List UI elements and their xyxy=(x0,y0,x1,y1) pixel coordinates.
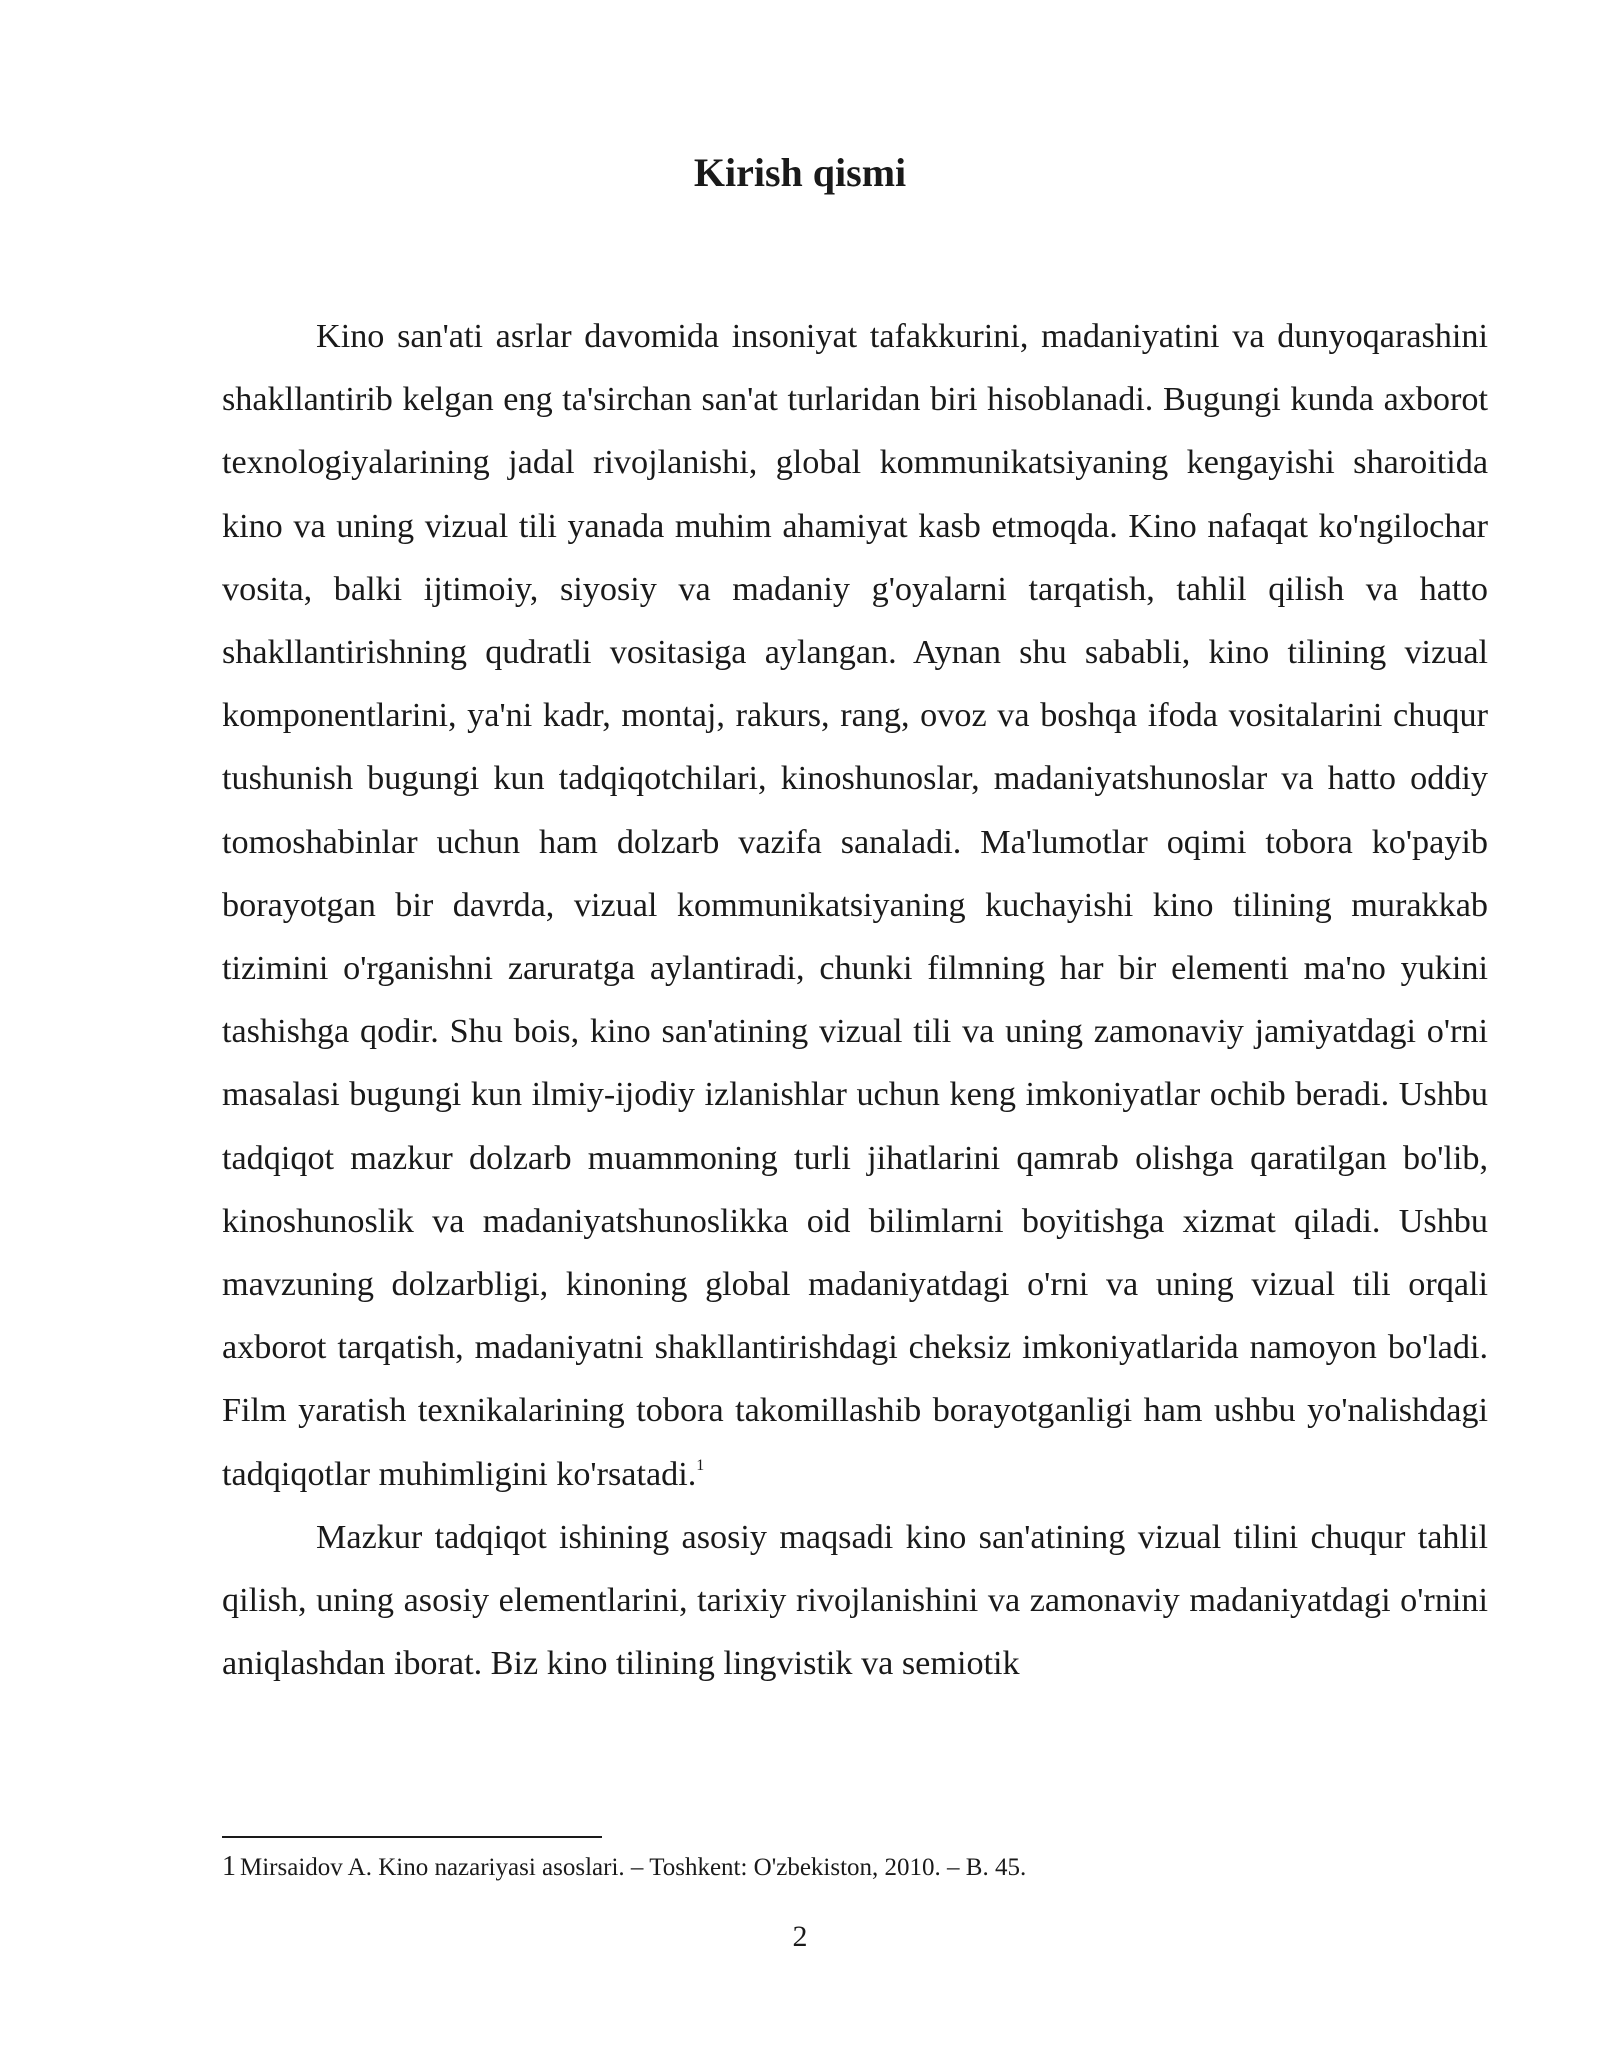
page-title: Kirish qismi xyxy=(693,150,907,195)
body-text xyxy=(222,305,1488,1695)
paragraph-1 xyxy=(222,305,1488,1506)
footnote-text: Mirsaidov A. Kino nazariyasi asoslari. – Toshkent: O'zbekiston, 2010. – B. 45. xyxy=(240,1854,1027,1881)
paragraph-2-text: Mazkur tadqiqot ishining asosiy maqsadi kino san'atining vizual tilini chuqur tahlil qilish, uning asosiy elementlarini, tarixiy rivojlanishini va zamonaviy madaniyatdagi o'rnini aniqlashdan iborat. Biz kino tilining lingvistik va semiotik xyxy=(222,1518,1488,1683)
footnote xyxy=(222,1850,1488,1885)
footnote-separator xyxy=(222,1836,602,1838)
paragraph-2 xyxy=(222,1506,1488,1696)
footnote-reference[interactable]: 1 xyxy=(696,1456,705,1474)
paragraph-1-text: Kino san'ati asrlar davomida insoniyat tafakkurini, madaniyatini va dunyoqarashini shakllantirib kelgan eng ta'sirchan san'at turlaridan biri hisoblanadi. Bugungi kunda axborot texnologiyalarining jadal rivojlanishi, global kommunikatsiyaning kengayishi sharoitida kino va uning vizual tili yanada muhim ahamiyat kasb etmoqda. Kino nafaqat ko'ngilochar vosita, balki ijtimoiy, siyosiy va madaniy g'oyalarni tarqatish, tahlil qilish va hatto shakllantirishning qudratli vositasiga aylangan. Aynan shu sababli, kino tilining vizual komponentlarini, ya'ni kadr, montaj, rakurs, rang, ovoz va boshqa ifoda vositalarini chuqur tushunish bugungi kun tadqiqotchilari, kinoshunoslar, madaniyatshunoslar va hatto oddiy tomoshabinlar uchun ham dolzarb vazifa sanaladi. Ma'lumotlar oqimi tobora ko'payib borayotgan bir davrda, vizual kommunikatsiyaning kuchayishi kino tilining murakkab tizimini o'rganishni zaruratga aylantiradi, chunki filmning har bir elementi ma'no yukini tashishga qodir. Shu bois, kino san'atining vizual tili va uning zamonaviy jamiyatdagi o'rni masalasi bugungi kun ilmiy-ijodiy izlanishlar uchun keng imkoniyatlar ochib beradi. Ushbu tadqiqot mazkur dolzarb muammoning turli jihatlarini qamrab olishga qaratilgan bo'lib, kinoshunoslik va madaniyatshunoslikka oid bilimlarni boyitishga xizmat qiladi. Ushbu mavzuning dolzarbligi, kinoning global madaniyatdagi o'rni va uning vizual tili orqali axborot tarqatish, madaniyatni shakllantirishdagi cheksiz imkoniyatlarida namoyon bo'ladi. Film yaratish texnikalarining tobora takomillashib borayotganligi ham ushbu yo'nalishdagi tadqiqotlar muhimligini ko'rsatadi. xyxy=(222,318,1488,1493)
page-number: 2 xyxy=(792,1920,808,1953)
footnote-number: 1 xyxy=(222,1851,236,1882)
